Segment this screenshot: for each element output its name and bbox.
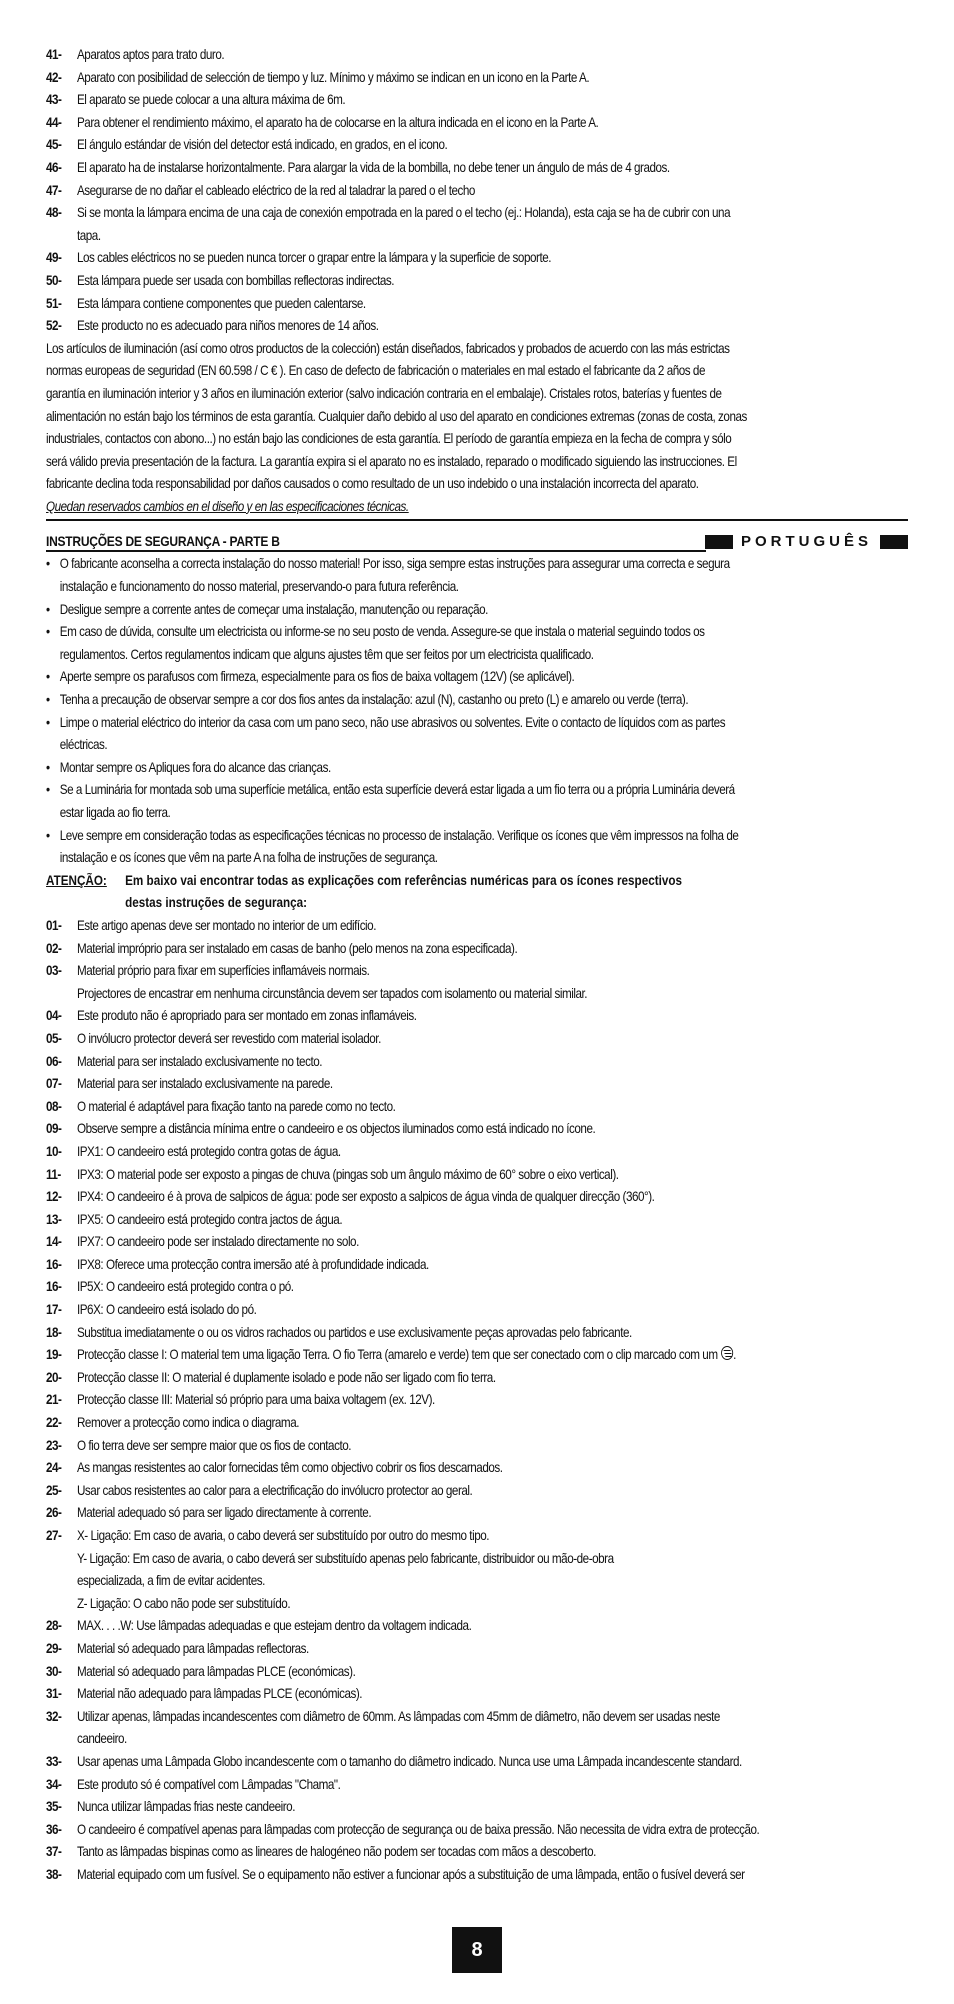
item-number: 16- [46,1256,62,1272]
bullet-item [46,779,920,802]
item-text: Aparato con posibilidad de selección de tiempo y luz. Mínimo y máximo se indican en un icono en la Parte A. [76,69,590,85]
spanish-reserved-note: Quedan reservados cambios en el diseño y en las especificaciones técnicas. [46,498,409,514]
list-item-continuation: Y- Ligação: Em caso de avaria, o cabo deverá ser substituído apenas pelo fabricante, distribuidor ou mão-de-obra [76,1550,614,1566]
bullet-dot: • [46,669,50,685]
item-text: Protecção classe II: O material é duplamente isolado e pode não ser ligado com fio terra. [76,1369,496,1385]
item-number: 17- [46,1302,62,1318]
list-item [46,1819,937,1842]
item-text: Esta lámpara contiene componentes que pueden calentarse. [76,295,366,311]
item-text: Protecção classe I: O material tem uma ligação Terra. O fio Terra (amarelo e verde) tem que ser conectado com o clip marcado com um [76,1347,718,1363]
bullet-text: Leve sempre em consideração todas as especificações técnicas no processo de instalação. Verifique os ícones que vêm impressos na folha de [59,827,739,843]
item-number: 12- [46,1189,62,1205]
list-item [46,1412,937,1435]
item-number: 03- [46,963,62,979]
list-item [46,1276,937,1299]
list-item [46,1231,937,1254]
item-text: Los cables eléctricos no se pueden nunca torcer o grapar entre la lámpara y la superficie de soporte. [76,250,552,266]
item-text: Observe sempre a distância mínima entre o candeeiro e os objectos iluminados como está indicado no ícone. [76,1121,596,1137]
item-text: Material só adequado para lâmpadas PLCE (económicas). [76,1663,356,1679]
list-item [46,44,937,67]
attention-line-1: Em baixo vai encontrar todas as explicações com referências numéricas para os ícones respectivos [125,872,682,888]
list-item [46,1389,937,1412]
item-number: 04- [46,1008,62,1024]
item-number: 23- [46,1437,62,1453]
item-number: 35- [46,1799,62,1815]
item-number: 09- [46,1121,62,1137]
item-number: 18- [46,1324,62,1340]
bullet-text: O fabricante aconselha a correcta instalação do nosso material! Por isso, siga sempre estas instruções para assegurar uma correcta e segura [59,556,730,572]
list-item [46,960,937,983]
item-number: 01- [46,917,62,933]
item-text: Material próprio para fixar em superfícies inflamáveis normais. [76,963,370,979]
earth-ground-icon [721,1346,733,1360]
warranty-line: industriales, contactos con abono...) no están bajo las condiciones de esta garantía. El período de garantía empieza en la fecha de compra y sólo [46,431,732,447]
bullet-dot: • [46,714,50,730]
list-item [46,1028,937,1051]
list-item [46,1480,937,1503]
list-item [46,202,937,225]
list-item [46,1638,937,1661]
bullet-dot: • [46,827,50,843]
item-text: Nunca utilizar lâmpadas frias neste candeeiro. [76,1799,295,1815]
warranty-line: será válido previa presentación de la factura. La garantía expira si el aparato no es instalado, reparado o modificado siguiendo las instrucciones. El [46,453,737,469]
document-page [46,44,908,1887]
list-item [46,293,937,316]
list-item [46,1615,937,1638]
warranty-line: garantía en iluminación interior y 3 años en iluminación exterior (salvo indicación contraria en el embalaje). Cristales rotos, baterías y fuentes de [46,385,722,401]
list-item [46,1435,937,1458]
list-item [46,1209,937,1232]
bullet-text: Montar sempre os Apliques fora do alcance das crianças. [59,759,331,775]
list-item [46,1164,937,1187]
list-item [46,1751,937,1774]
item-text: As mangas resistentes ao calor fornecidas têm como objectivo cobrir os fios descarnados. [76,1460,503,1476]
item-text: Asegurarse de no dañar el cableado eléctrico de la red al taladrar la pared o el techo [76,182,475,198]
item-number: 29- [46,1640,62,1656]
item-text: El ángulo estándar de visión del detector está indicado, en grados, en el icono. [76,137,448,153]
item-text: X- Ligação: Em caso de avaria, o cabo deverá ser substituído por outro do mesmo tipo. [76,1528,490,1543]
item-text: IP6X: O candeeiro está isolado do pó. [76,1302,257,1318]
list-item [46,180,937,203]
item-text: O invólucro protector deverá ser revestido com material isolador. [76,1030,381,1046]
item-text: IP5X: O candeeiro está protegido contra o pó. [76,1279,294,1295]
item-text: Material só adequado para lâmpadas reflectoras. [76,1640,309,1656]
item-number: 20- [46,1369,62,1385]
item-number: 22- [46,1415,62,1431]
item-text: El aparato ha de instalarse horizontalmente. Para alargar la vida de la bombilla, no debe tener un ángulo de más de 4 grados. [76,159,670,175]
list-item [46,1841,937,1864]
bullet-text: Desligue sempre a corrente antes de começar uma instalação, manutenção ou reparação. [59,601,488,617]
bullet-continuation: regulamentos. Certos regulamentos indicam que alguns ajustes têm que ser feitos por um electricista qualificado. [59,646,594,662]
warranty-line: fabricante declina toda responsabilidad por daños causados o como resultado de un uso indebido o una instalación incorrecta del aparato. [46,476,699,492]
item-text: Material para ser instalado exclusivamente na parede. [76,1076,333,1092]
list-item [46,1774,937,1797]
bullet-item [46,553,920,576]
list-item [46,67,937,90]
list-item [46,1683,937,1706]
item-number: 51- [46,295,62,311]
item-number: 47- [46,182,62,198]
item-number: 50- [46,272,62,288]
item-number: 34- [46,1776,62,1792]
item-number: 05- [46,1030,62,1046]
item-number: 16- [46,1279,62,1295]
list-item-continuation: candeeiro. [76,1731,127,1747]
bullet-item [46,689,920,712]
list-item [46,1706,937,1729]
list-item [46,1457,937,1480]
item-text: O candeeiro é compatível apenas para lâmpadas com protecção de segurança ou de baixa pressão. Não necessita de vidra extra de protecção. [76,1821,760,1837]
bullet-dot: • [46,759,50,775]
item-number: 38- [46,1866,62,1882]
item-number: 26- [46,1505,62,1521]
item-number: 07- [46,1076,62,1092]
item-number: 28- [46,1618,62,1634]
bullet-item [46,825,920,848]
list-item-continuation: especializada, a fim de evitar acidentes. [76,1573,265,1589]
item-text: IPX1: O candeeiro está protegido contra gotas de água. [76,1143,341,1159]
item-number: 32- [46,1708,62,1724]
bullet-text: Tenha a precaução de observar sempre a cor dos fios antes da instalação: azul (N), castanho ou preto (L) e amarelo ou verde (terra). [59,692,689,708]
list-item [46,1322,937,1345]
item-number: 30- [46,1663,62,1679]
list-item [46,1051,937,1074]
item-number: 37- [46,1844,62,1860]
list-item [46,112,937,135]
bullet-text: Em caso de dúvida, consulte um electricista ou informe-se no seu posto de venda. Assegure-se que instala o material seguindo todos os [59,624,705,640]
spanish-numbered-list [46,44,908,338]
bullet-item [46,712,920,735]
language-bar-left [705,535,733,549]
item-number: 21- [46,1392,62,1408]
item-text: Utilizar apenas, lâmpadas incandescentes com diâmetro de 60mm. As lâmpadas com 45mm de diâmetro, não devem ser usadas neste [76,1708,720,1724]
item-number: 49- [46,250,62,266]
item-text: Este produto não é apropriado para ser montado em zonas inflamáveis. [76,1008,417,1024]
item-number: 13- [46,1211,62,1227]
item-text: IPX8: Oferece uma protecção contra imersão até à profundidade indicada. [76,1256,429,1272]
item-number: 46- [46,159,62,175]
item-text: Protecção classe III: Material só próprio para uma baixa voltagem (ex. 12V). [76,1392,435,1408]
list-item [46,915,937,938]
item-text: Material impróprio para ser instalado em casas de banho (pelo menos na zona especificada). [76,940,518,956]
item-number: 42- [46,69,62,85]
portuguese-bullet-list [46,553,908,869]
item-text: Substitua imediatamente o ou os vidros rachados ou partidos e use exclusivamente peças aprovadas pelo fabricante. [76,1324,632,1340]
item-number: 10- [46,1143,62,1159]
language-tag [705,533,908,550]
item-number: 24- [46,1460,62,1476]
item-number: 36- [46,1821,62,1837]
list-item-continuation: Projectores de encastrar em nenhuma circunstância devem ser tapados com isolamento ou material similar. [76,985,588,1001]
language-bar-right [880,535,908,549]
bullet-dot: • [46,556,50,572]
item-text: Este artigo apenas deve ser montado no interior de um edifício. [76,917,376,933]
item-text: O material é adaptável para fixação tanto na parede como no tecto. [76,1098,396,1114]
portuguese-section-header [46,531,908,553]
bullet-dot: • [46,782,50,798]
list-item [46,1661,937,1684]
list-item-continuation: tapa. [76,227,101,243]
item-text: El aparato se puede colocar a una altura máxima de 6m. [76,92,346,108]
bullet-text: Se a Luminária for montada sob uma superfície metálica, então esta superfície deverá estar ligada a um fio terra ou a própria Luminária deverá [59,782,735,798]
item-text: Si se monta la lámpara encima de una caja de conexión empotrada en la pared o el techo (ej.: Holanda), esta caja se ha de cubrir con una [76,205,731,221]
list-item [46,1096,937,1119]
list-item-continuation: Z- Ligação: O cabo não pode ser substituído. [76,1595,291,1611]
item-number: 25- [46,1482,62,1498]
item-text: IPX3: O material pode ser exposto a pingas de chuva (pingas sob um ângulo máximo de 60° sobre o eixo vertical). [76,1166,619,1182]
list-item [46,1141,937,1164]
bullet-text: Limpe o material eléctrico do interior da casa com um pano seco, não use abrasivos ou solventes. Evite o contacto de líquidos com as partes [59,714,726,730]
item-text: Tanto as lâmpadas bispinas como as lineares de halogéneo não podem ser tocadas com mãos a descoberto. [76,1844,596,1860]
section-title: INSTRUÇÕES DE SEGURANÇA - PARTE B [46,533,280,550]
item-text: IPX4: O candeeiro é à prova de salpicos de água: pode ser exposto a salpicos de água vinda de qualquer direcção (360°). [76,1189,655,1205]
item-text: IPX7: O candeeiro pode ser instalado directamente no solo. [76,1234,359,1250]
title-underline [46,550,706,552]
list-item [46,157,937,180]
item-number: 27- [46,1528,62,1543]
bullet-item [46,599,920,622]
bullet-dot: • [46,601,50,617]
item-text: Este producto no es adecuado para niños menores de 14 años. [76,318,379,334]
item-number: 14- [46,1234,62,1250]
list-item [46,134,937,157]
item-text: Material não adequado para lâmpadas PLCE (económicas). [76,1686,363,1702]
bullet-text: Aperte sempre os parafusos com firmeza, especialmente para os fios de baixa voltagem (12V) (se aplicável). [59,669,575,685]
item-text: Material adequado só para ser ligado directamente à corrente. [76,1505,372,1521]
spanish-warranty-paragraph [46,338,908,496]
item-number: 48- [46,205,62,221]
list-item [46,1118,937,1141]
attention-label: ATENÇÃO: [46,872,107,888]
item-text: Usar apenas uma Lâmpada Globo incandescente com o tamanho do diâmetro indicado. Nunca use uma Lâmpada incandescente standard. [76,1753,742,1769]
list-item [46,1367,937,1390]
bullet-item [46,621,920,644]
bullet-continuation: eléctricas. [59,737,108,753]
item-text: Aparatos aptos para trato duro. [76,47,225,62]
list-item [46,1073,937,1096]
warranty-line: normas europeas de seguridad (EN 60.598 / C € ). En caso de defecto de fabricación o materiales en mal estado el fabricante da 2 años de [46,363,705,379]
list-item [46,1299,937,1322]
list-item [46,1186,937,1209]
item-number: 52- [46,318,62,334]
item-text: Usar cabos resistentes ao calor para a electrificação do invólucro protector ao geral. [76,1482,473,1498]
item-number: 06- [46,1053,62,1069]
item-number: 11- [46,1166,61,1182]
bullet-item [46,666,920,689]
item-text: Para obtener el rendimiento máximo, el aparato ha de colocarse en la altura indicada en el icono en la Parte A. [76,114,599,130]
list-item [46,1344,937,1367]
bullet-dot: • [46,624,50,640]
item-number: 08- [46,1098,62,1114]
item-text: O fio terra deve ser sempre maior que os fios de contacto. [76,1437,352,1453]
attention-line-2: destas instruções de segurança: [125,895,308,911]
item-number: 31- [46,1686,62,1702]
attention-note [46,870,906,915]
list-item [46,1254,937,1277]
item-number: 19- [46,1347,62,1363]
list-item [46,247,937,270]
warranty-line: Los artículos de iluminación (así como otros productos de la colección) están diseñados, fabricados y probados de acuerdo con las más estrictas [46,340,730,356]
list-item [46,1864,937,1887]
item-text: Material equipado com um fusível. Se o equipamento não estiver a funcionar após a substituição de uma lâmpada, então o fusível deverá ser [76,1866,745,1882]
item-number: 41- [46,47,62,62]
list-item [46,1502,937,1525]
list-item [46,315,937,338]
item-text: IPX5: O candeeiro está protegido contra jactos de água. [76,1211,343,1227]
item-number: 43- [46,92,62,108]
item-number: 45- [46,137,62,153]
bullet-continuation: estar ligada ao fio terra. [59,805,171,820]
bullet-continuation: instalação e funcionamento do nosso material, preservando-o para futura referência. [59,579,459,595]
item-text: Material para ser instalado exclusivamente no tecto. [76,1053,323,1069]
item-number: 02- [46,940,62,956]
list-item [46,1796,937,1819]
list-item [46,89,937,112]
item-text-end: . [733,1347,736,1363]
item-text: Remover a protecção como indica o diagrama. [76,1415,300,1431]
language-label: PORTUGUÊS [740,533,872,551]
list-item [46,270,937,293]
item-text: Esta lámpara puede ser usada con bombillas reflectoras indirectas. [76,272,395,288]
section-divider [46,519,908,521]
item-number: 44- [46,114,62,130]
list-item [46,1005,937,1028]
bullet-item [46,757,920,780]
list-item [46,938,937,961]
list-item [46,1525,937,1548]
item-number: 33- [46,1753,62,1769]
bullet-continuation: instalação e os ícones que vêm na parte A na folha de instruções de segurança. [59,850,438,866]
portuguese-numbered-list [46,915,908,1887]
page-number: 8 [452,1927,502,1973]
item-text: MAX. . . .W: Use lâmpadas adequadas e que estejam dentro da voltagem indicada. [76,1618,472,1634]
bullet-dot: • [46,692,50,708]
item-text: Este produto só é compatível com Lâmpadas "Chama". [76,1776,341,1792]
warranty-line: alimentación no están bajo los términos de esta garantía. Cualquier daño debido al uso del aparato en condiciones extremas (zonas de costa, zonas [46,408,747,424]
